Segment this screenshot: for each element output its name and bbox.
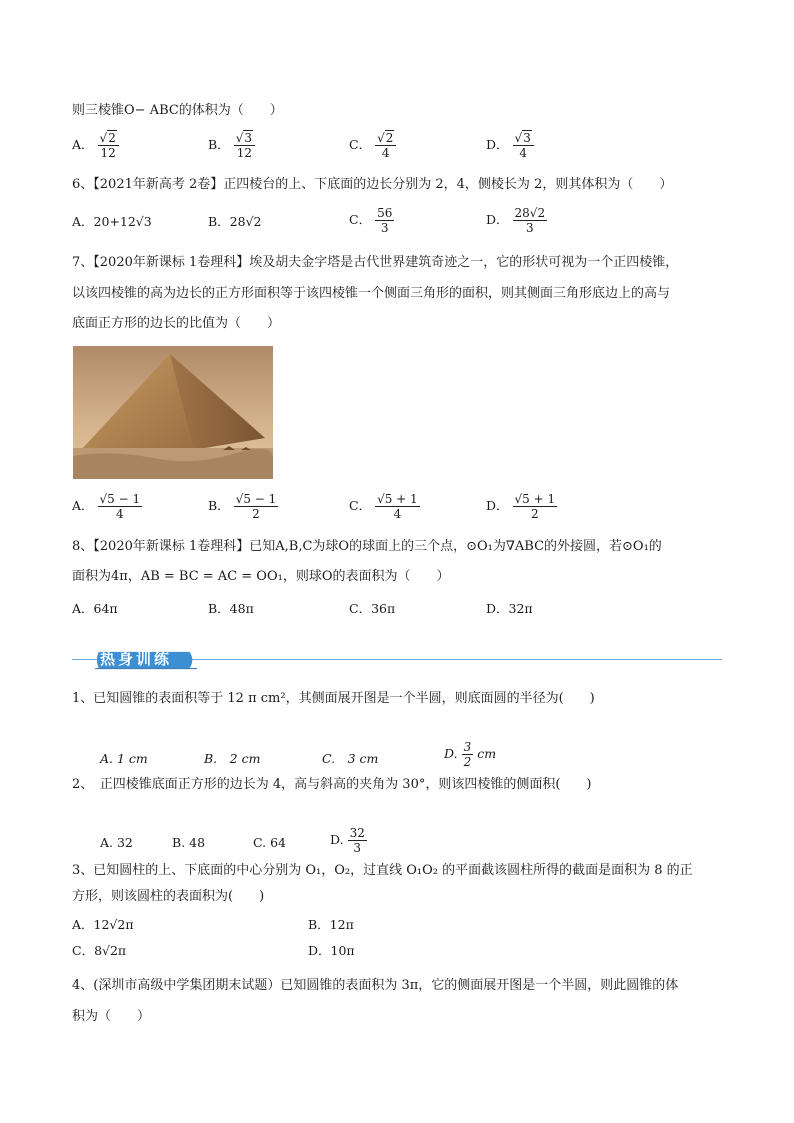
w1-option-d: D. $\frac{3}{2}$ cm xyxy=(444,740,497,769)
q8-option-a: A．64π xyxy=(72,601,118,616)
question-7-stem-line3: 底面正方形的边长的比值为（ ） xyxy=(72,316,281,331)
pyramid-photo xyxy=(73,346,273,479)
q6-option-d: D． $\frac{28√2}{3}$ xyxy=(486,206,546,235)
question-8-stem-line1: 8、【2020年新课标 1卷理科】已知A,B,C为球O的球面上的三个点，⊙O₁为∇ABC的外接圆，若⊙O₁的 xyxy=(72,539,662,554)
q6-option-c: C． $\frac{56}{3}$ xyxy=(349,206,393,235)
warmup-4-stem-line1: 4、(深圳市高级中学集团期末试题）已知圆锥的表面积为 3π，它的侧面展开图是一个半圆，则此圆锥的体 xyxy=(72,978,679,993)
w3-option-d: D．10π xyxy=(308,943,355,958)
warmup-1-stem: 1、已知圆锥的表面积等于 12 π cm²，其侧面展开图是一个半圆，则底面圆的半径为( ) xyxy=(72,691,595,706)
q8-option-b: B．48π xyxy=(208,601,254,616)
warmup-2-stem: 2、 正四棱锥底面正方形的边长为 4，高与斜高的夹角为 30°，则该四棱锥的侧面积( ) xyxy=(72,777,592,792)
q5-option-a: A． $\frac{√2}{12}$ xyxy=(72,131,119,160)
w3-option-c: C．8√2π xyxy=(72,943,127,958)
q7-option-c: C． $\frac{√5 + 1}{4}$ xyxy=(349,492,418,521)
question-7-stem-line2: 以该四棱锥的高为边长的正方形面积等于该四棱锥一个侧面三角形的面积，则其侧面三角形底边上的高与 xyxy=(72,286,671,301)
question-5-stem: 则三棱锥O− ABC的体积为（ ） xyxy=(72,103,283,118)
q5-option-b: B． $\frac{√3}{12}$ xyxy=(208,131,255,160)
q7-option-d: D． $\frac{√5 + 1}{2}$ xyxy=(486,492,556,521)
question-7-stem-line1: 7、【2020年新课标 1卷理科】埃及胡夫金字塔是古代世界建筑奇迹之一，它的形状可视为一个正四棱锥， xyxy=(72,255,679,270)
q6-option-a: A．20+12√3 xyxy=(72,214,152,229)
w3-option-b: B．12π xyxy=(308,917,354,932)
w2-option-a: A. 32 xyxy=(100,835,133,850)
q5-option-c: C． $\frac{√2}{4}$ xyxy=(349,131,396,160)
w2-option-c: C. 64 xyxy=(253,835,286,850)
w1-option-a: A. 1 cm xyxy=(100,751,148,766)
w2-option-d: D. $\frac{32}{3}$ xyxy=(330,826,365,855)
question-6-stem: 6、【2021年新高考 2卷】正四棱台的上、下底面的边长分别为 2，4，侧棱长为 2，则其体积为（ ） xyxy=(72,177,673,192)
section-title: 热身训练 xyxy=(100,650,173,668)
w2-option-b: B. 48 xyxy=(172,835,206,850)
w1-option-b: B. 2 cm xyxy=(204,751,261,766)
q8-option-c: C．36π xyxy=(349,601,396,616)
question-8-stem-line2: 面积为4π，AB = BC = AC = OO₁，则球O的表面积为（ ） xyxy=(72,569,450,584)
w1-option-c: C. 3 cm xyxy=(322,751,379,766)
w3-option-a: A．12√2π xyxy=(72,917,134,932)
warmup-3-stem-line2: 方形，则该圆柱的表面积为( ) xyxy=(72,889,265,904)
q7-option-b: B． $\frac{√5 - 1}{2}$ xyxy=(208,492,277,521)
q8-option-d: D．32π xyxy=(486,601,533,616)
q7-option-a: A． $\frac{√5 - 1}{4}$ xyxy=(72,492,141,521)
warmup-4-stem-line2: 积为（ ） xyxy=(72,1009,151,1024)
q5-option-d: D． $\frac{√3}{4}$ xyxy=(486,131,534,160)
warmup-3-stem-line1: 3、已知圆柱的上、下底面的中心分别为 O₁，O₂，过直线 O₁O₂ 的平面截该圆柱所得的截面是面积为 8 的正 xyxy=(72,863,693,878)
q6-option-b: B．28√2 xyxy=(208,214,262,229)
